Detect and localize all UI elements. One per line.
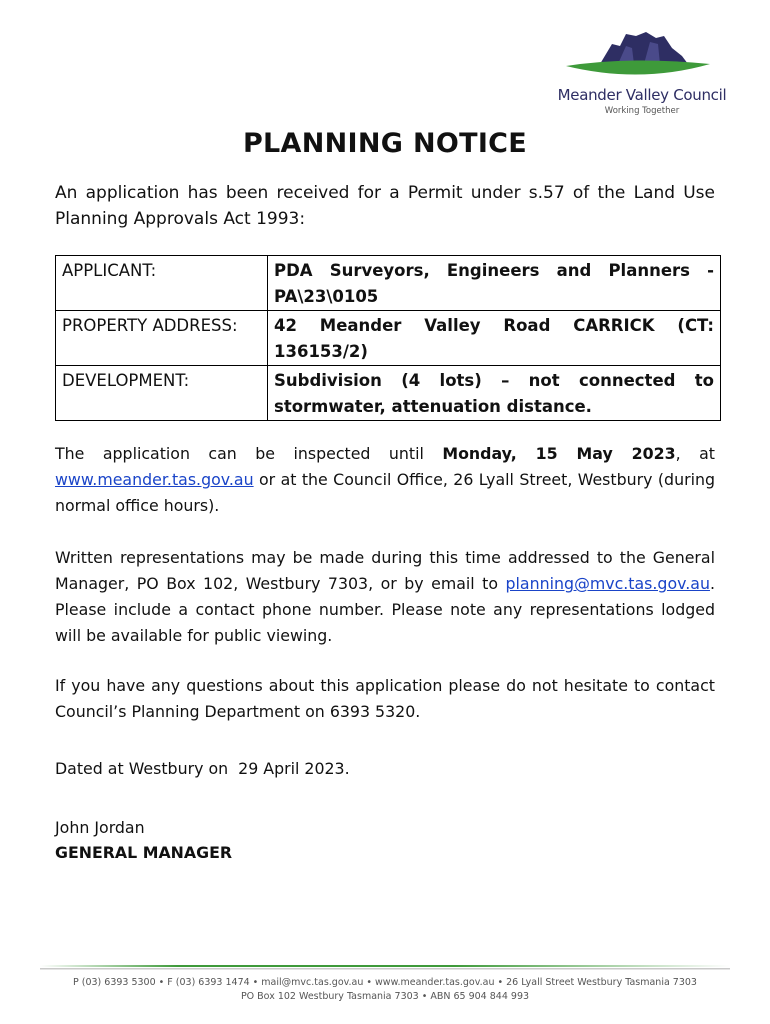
council-name: Meander Valley Council <box>557 86 727 104</box>
property-address-label: PROPERTY ADDRESS: <box>56 311 268 366</box>
footer-contact-line: P (03) 6393 5300 • F (03) 6393 1474 • mail@mvc.tas.gov.au • www.meander.tas.gov.au • 26 Lyall Street Westbury Tasmania 7303 <box>73 977 697 988</box>
questions-paragraph: If you have any questions about this application please do not hesitate to contact Council’s Planning Department on 6393 5320. <box>55 676 715 721</box>
property-address-value: 42 Meander Valley Road CARRICK (CT: 136153/2) <box>268 311 721 366</box>
inspection-text-mid: , at <box>675 444 715 463</box>
inspection-paragraph <box>55 441 715 519</box>
footer-postal-line: PO Box 102 Westbury Tasmania 7303 • ABN 65 904 844 993 <box>240 991 530 1002</box>
table-row <box>56 311 721 366</box>
development-label: DEVELOPMENT: <box>56 366 268 421</box>
planning-email-link[interactable]: planning@mvc.tas.gov.au <box>505 574 710 593</box>
footer-divider <box>40 965 730 971</box>
signatory-role: GENERAL MANAGER <box>55 843 233 862</box>
applicant-label: APPLICANT: <box>56 256 268 311</box>
representations-text-start: Written representations may be made during this time addressed to the General Manager, PO Box 102, Westbury 7303, or by email to <box>55 548 715 593</box>
website-link[interactable]: www.meander.tas.gov.au <box>55 470 254 489</box>
applicant-value: PDA Surveyors, Engineers and Planners - PA\23\0105 <box>268 256 721 311</box>
mountain-logo-icon <box>560 26 716 84</box>
dated-line: Dated at Westbury on 29 April 2023. <box>55 759 350 778</box>
intro-text: An application has been received for a Permit under s.57 of the Land Use Planning Approvals Act 1993: <box>55 183 715 229</box>
inspection-deadline: Monday, 15 May 2023 <box>442 444 676 463</box>
application-details-table <box>55 255 721 421</box>
council-tagline: Working Together <box>604 106 680 116</box>
page-title: PLANNING NOTICE <box>242 128 528 159</box>
inspection-text-start: The application can be inspected until <box>55 444 443 463</box>
inspection-text-end: or at the Council Office, 26 Lyall Street, Westbury (during normal office hours). <box>55 470 715 515</box>
signature-block <box>55 815 232 865</box>
representations-paragraph <box>55 545 715 649</box>
table-row <box>56 366 721 421</box>
signatory-name: John Jordan <box>55 818 145 837</box>
representations-text-end: . Please include a contact phone number. Please note any representations lodged will be available for public viewing. <box>55 574 715 645</box>
table-row <box>56 256 721 311</box>
development-value: Subdivision (4 lots) – not connected to stormwater, attenuation distance. <box>268 366 721 421</box>
council-logo <box>548 26 728 122</box>
